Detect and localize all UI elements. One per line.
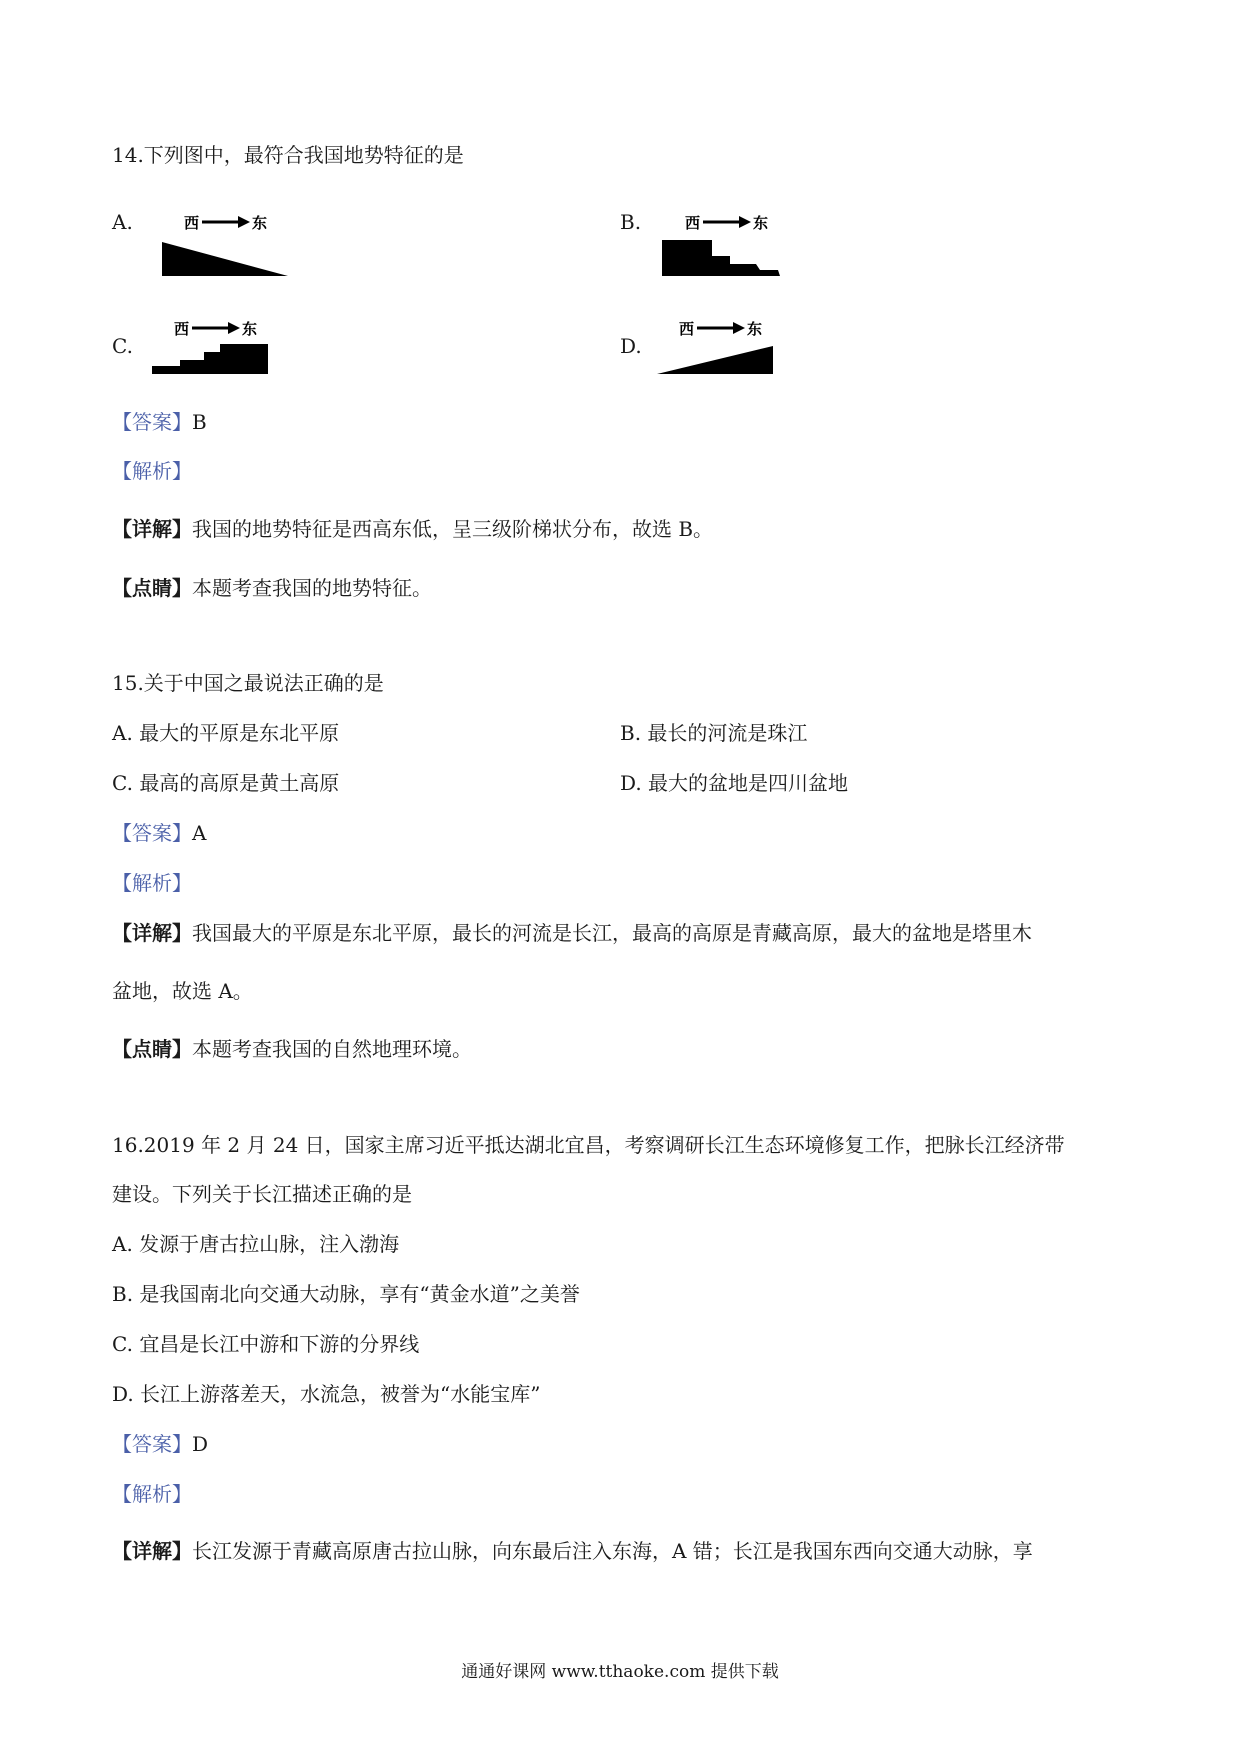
q14-option-b-diagram	[660, 212, 790, 282]
q14-analysis	[112, 457, 192, 485]
q14-detail	[112, 515, 713, 543]
q15-option-a: A. 最大的平原是东北平原	[112, 721, 340, 745]
q14-d-east-label: 东	[747, 321, 763, 338]
q14-c-west-label: 西	[174, 321, 190, 338]
q15-answer: 【答案】A	[112, 821, 207, 845]
q14-b-east-label: 东	[753, 215, 769, 232]
q14-option-a-label: A.	[112, 210, 133, 234]
q14-option-c-label: C.	[112, 334, 133, 358]
q14-option-d-diagram	[655, 318, 785, 378]
q14-b-west-label: 西	[685, 215, 701, 232]
answer-tag: 【答案】	[112, 410, 192, 434]
q14-comment	[112, 574, 432, 602]
q14-b-terrain-profile	[662, 240, 780, 276]
page-footer: 通通好课网 www.tthaoke.com 提供下载	[461, 1662, 779, 1682]
comment-text: 本题考查我国的地势特征。	[192, 576, 432, 600]
q14-option-a-diagram	[160, 212, 290, 282]
q14-stem: 14.下列图中，最符合我国地势特征的是	[112, 143, 464, 167]
q16-option-d: D. 长江上游落差天，水流急，被誉为“水能宝库”	[112, 1382, 541, 1406]
q15-stem: 15.关于中国之最说法正确的是	[112, 671, 384, 695]
q14-a-east-label: 东	[252, 215, 268, 232]
q15-detail-line1: 【详解】我国最大的平原是东北平原，最长的河流是长江，最高的高原是青藏高原，最大的盆地是塔里木	[112, 921, 1032, 945]
q15-analysis: 【解析】	[112, 871, 192, 895]
q14-option-c-diagram	[150, 318, 280, 378]
q14-d-terrain-profile	[657, 346, 773, 374]
q14-option-d-label: D.	[620, 334, 642, 358]
q16-stem-line2: 建设。下列关于长江描述正确的是	[112, 1182, 412, 1206]
q16-detail-line1: 【详解】长江发源于青藏高原唐古拉山脉，向东最后注入东海，A 错；长江是我国东西向交通大动脉，享	[112, 1539, 1033, 1563]
q14-c-terrain-profile	[152, 344, 268, 374]
comment-tag: 【点睛】	[112, 576, 192, 600]
q16-option-c: C. 宜昌是长江中游和下游的分界线	[112, 1332, 420, 1356]
q14-c-east-label: 东	[242, 321, 258, 338]
detail-text: 我国的地势特征是西高东低，呈三级阶梯状分布，故选 B。	[192, 517, 714, 541]
detail-tag: 【详解】	[112, 517, 192, 541]
q15-comment: 【点睛】本题考查我国的自然地理环境。	[112, 1037, 472, 1061]
q15-option-d: D. 最大的盆地是四川盆地	[620, 771, 849, 795]
q14-a-west-label: 西	[184, 215, 200, 232]
q14-a-terrain-profile	[162, 242, 288, 276]
q16-stem-line1: 16.2019 年 2 月 24 日，国家主席习近平抵达湖北宜昌，考察调研长江生态环境修复工作，把脉长江经济带	[112, 1133, 1065, 1157]
q16-option-b: B. 是我国南北向交通大动脉，享有“黄金水道”之美誉	[112, 1282, 580, 1306]
q14-answer	[112, 408, 207, 436]
q15-option-b: B. 最长的河流是珠江	[620, 721, 808, 745]
answer-value: B	[192, 410, 207, 434]
q16-answer: 【答案】D	[112, 1432, 209, 1456]
q15-option-c: C. 最高的高原是黄土高原	[112, 771, 340, 795]
q15-detail-line2: 盆地，故选 A。	[112, 979, 253, 1003]
analysis-tag: 【解析】	[112, 459, 192, 483]
q14-option-b-label: B.	[620, 210, 642, 234]
q16-option-a: A. 发源于唐古拉山脉，注入渤海	[112, 1232, 400, 1256]
q16-analysis: 【解析】	[112, 1482, 192, 1506]
q14-d-west-label: 西	[679, 321, 695, 338]
